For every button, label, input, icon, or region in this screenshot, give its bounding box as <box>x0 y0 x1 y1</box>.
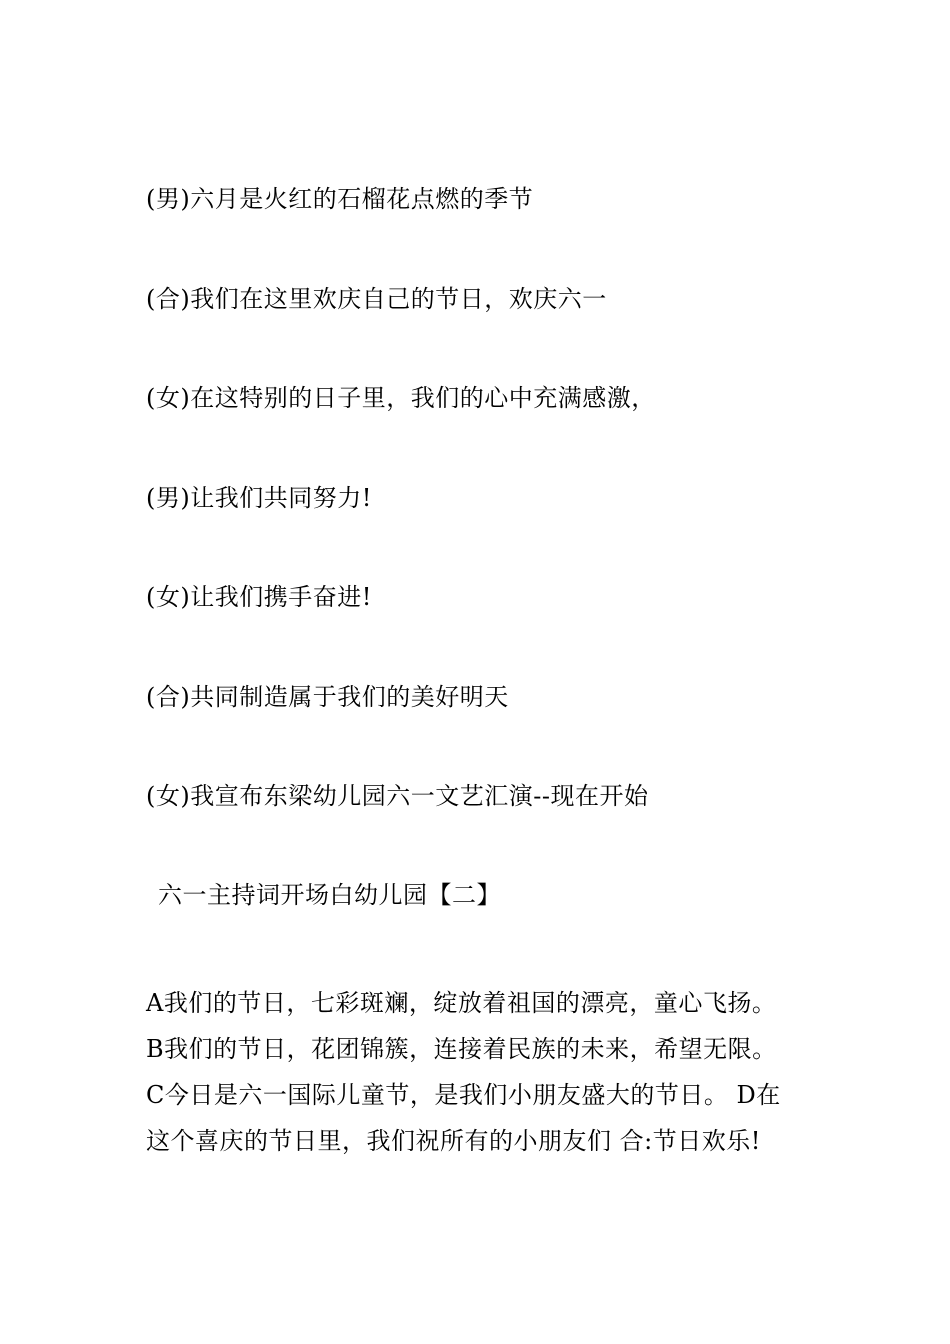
script-line: (合)共同制造属于我们的美好明天 <box>146 683 509 711</box>
script-line: (女)让我们携手奋进! <box>146 583 372 611</box>
body-paragraph <box>146 980 811 1164</box>
paragraph-line: C今日是六一国际儿童节，是我们小朋友盛大的节日。 D在 <box>146 1081 781 1109</box>
script-line: (女)我宣布东梁幼儿园六一文艺汇演--现在开始 <box>146 782 649 810</box>
paragraph-line: B我们的节日，花团锦簇，连接着民族的未来，希望无限。 <box>146 1035 777 1063</box>
paragraph-line: A我们的节日，七彩斑斓，绽放着祖国的漂亮，童心飞扬。 <box>146 989 777 1017</box>
script-line: (女)在这特别的日子里，我们的心中充满感激， <box>146 384 656 412</box>
script-line: (男)让我们共同努力! <box>146 484 372 512</box>
paragraph-line: 这个喜庆的节日里，我们祝所有的小朋友们 合:节日欢乐! <box>146 1127 761 1155</box>
script-line: (合)我们在这里欢庆自己的节日，欢庆六一 <box>146 285 607 313</box>
section-heading: 六一主持词开场白幼儿园【二】 <box>158 881 501 909</box>
script-line: (男)六月是火红的石榴花点燃的季节 <box>146 185 534 213</box>
